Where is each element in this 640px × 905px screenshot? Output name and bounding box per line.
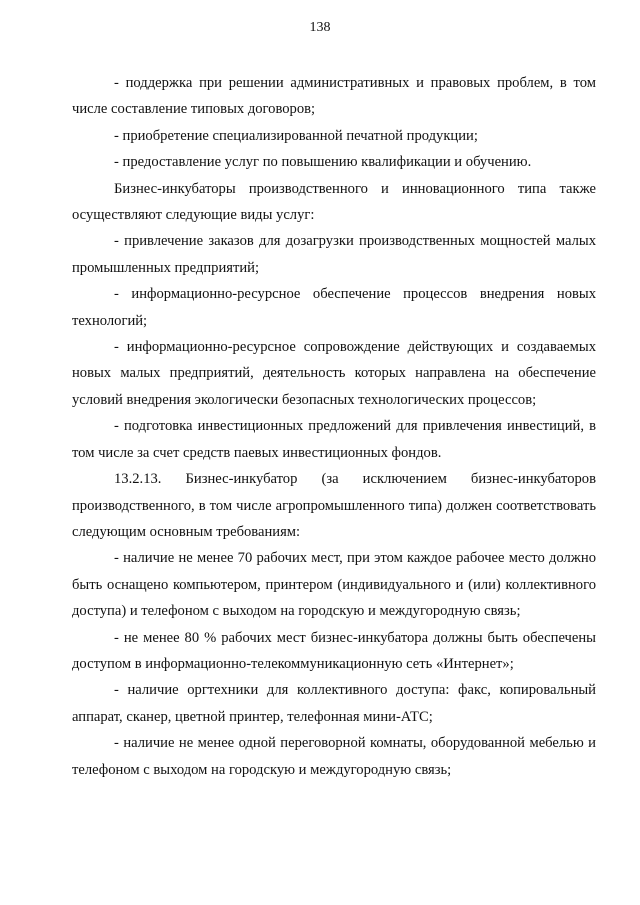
paragraph-section-13-2-13: 13.2.13. Бизнес-инкубатор (за исключением бизнес-инкубаторов производственного, в том числе агропромышленного типа) должен соответствовать следующим основным требованиям: xyxy=(72,471,596,540)
paragraph-info-resource-support: - информационно-ресурсное сопровождение действующих и создаваемых новых малых предприятий, деятельность которых направлена на обеспечение условий внедрения экологически безопасных технологических процессов; xyxy=(72,339,596,408)
paragraph-training: - предоставление услуг по повышению квалификации и обучению. xyxy=(114,154,532,171)
page-number: 138 xyxy=(309,20,331,35)
paragraph-investment-proposals: - подготовка инвестиционных предложений для привлечения инвестиций, в том числе за счет средств паевых инвестиционных фондов. xyxy=(72,418,596,461)
paragraph-office-equipment: - наличие оргтехники для коллективного доступа: факс, копировальный аппарат, сканер, цветной принтер, телефонная мини-АТС; xyxy=(72,682,596,725)
paragraph-orders: - привлечение заказов для дозагрузки производственных мощностей малых промышленных предприятий; xyxy=(72,233,596,276)
paragraph-support-legal: - поддержка при решении административных и правовых проблем, в том числе составление типовых договоров; xyxy=(72,75,596,118)
paragraph-info-resource-tech: - информационно-ресурсное обеспечение процессов внедрения новых технологий; xyxy=(72,286,596,329)
paragraph-printed-products: - приобретение специализированной печатной продукции; xyxy=(114,127,478,144)
document-body xyxy=(72,70,596,783)
paragraph-workplaces: - наличие не менее 70 рабочих мест, при этом каждое рабочее место должно быть оснащено компьютером, принтером (индивидуального и (или) коллективного доступа) и телефоном с выходом на городскую и междугородную связь; xyxy=(72,550,596,620)
paragraph-internet-access: - не менее 80 % рабочих мест бизнес-инкубатора должны быть обеспечены доступом в информационно-телекоммуникационную сеть «Интернет»; xyxy=(72,629,596,672)
paragraph-incubator-services-intro: Бизнес-инкубаторы производственного и инновационного типа также осуществляют следующие виды услуг: xyxy=(72,180,596,224)
paragraph-meeting-room: - наличие не менее одной переговорной комнаты, оборудованной мебелью и телефоном с выходом на городскую и междугородную связь; xyxy=(72,735,596,778)
